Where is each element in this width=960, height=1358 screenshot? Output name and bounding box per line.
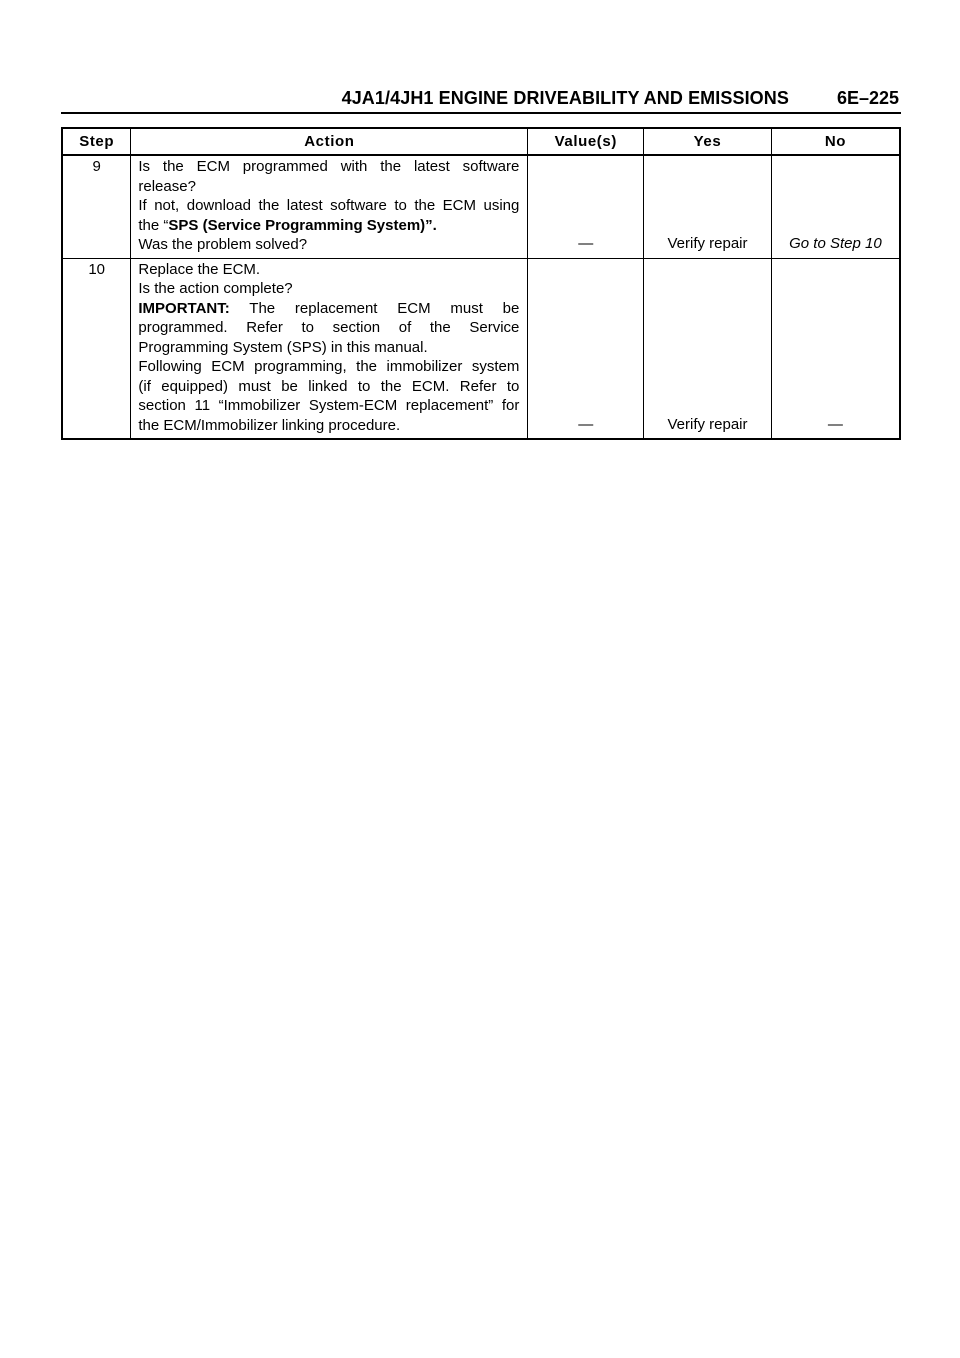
action-line: If not, download the latest software to the ECM using [138, 197, 520, 214]
step-number: 10 [62, 258, 131, 439]
column-header-yes: Yes [644, 128, 772, 155]
action-cell [131, 155, 528, 258]
step-number: 9 [62, 155, 131, 258]
action-line: programmed. Refer to section of the Service [138, 319, 520, 336]
action-line: Was the problem solved? [138, 236, 308, 253]
table-row [62, 155, 900, 258]
action-line: section 11 “Immobilizer System-ECM replacement” for [138, 397, 520, 414]
action-line: the ECM/Immobilizer linking procedure. [138, 416, 401, 434]
important-label: IMPORTANT: [138, 299, 230, 317]
action-text: The replacement ECM must be [229, 299, 520, 317]
action-cell [131, 258, 528, 439]
table-row [62, 258, 900, 439]
action-line: Is the action complete? [138, 280, 293, 297]
yes-cell: Verify repair [644, 155, 772, 258]
table-header-row [62, 128, 900, 155]
yes-cell: Verify repair [644, 258, 772, 439]
column-header-values: Value(s) [528, 128, 644, 155]
values-cell: — [528, 258, 644, 439]
action-line: (if equipped) must be linked to the ECM. Refer to [138, 377, 520, 395]
action-line: Programming System (SPS) in this manual. [138, 338, 428, 356]
action-line [138, 216, 519, 236]
values-cell: — [528, 155, 644, 258]
action-line: Replace the ECM. [138, 260, 261, 278]
column-header-no: No [771, 128, 900, 155]
action-line [138, 299, 519, 319]
no-cell: — [771, 258, 900, 439]
action-line: release? [138, 177, 196, 195]
column-header-step: Step [62, 128, 131, 155]
page-header [61, 86, 901, 114]
action-line: Is the ECM programmed with the latest software [138, 158, 520, 175]
sps-reference: SPS (Service Programming System)”. [168, 216, 437, 234]
column-header-action: Action [131, 128, 528, 155]
action-text: the “ [138, 216, 169, 234]
action-line: Following ECM programming, the immobilizer system [138, 358, 520, 375]
diagnostic-table [61, 127, 901, 440]
page-number: 6E–225 [836, 88, 899, 108]
page-title: 4JA1/4JH1 ENGINE DRIVEABILITY AND EMISSIONS [341, 88, 789, 108]
no-cell: Go to Step 10 [771, 155, 900, 258]
